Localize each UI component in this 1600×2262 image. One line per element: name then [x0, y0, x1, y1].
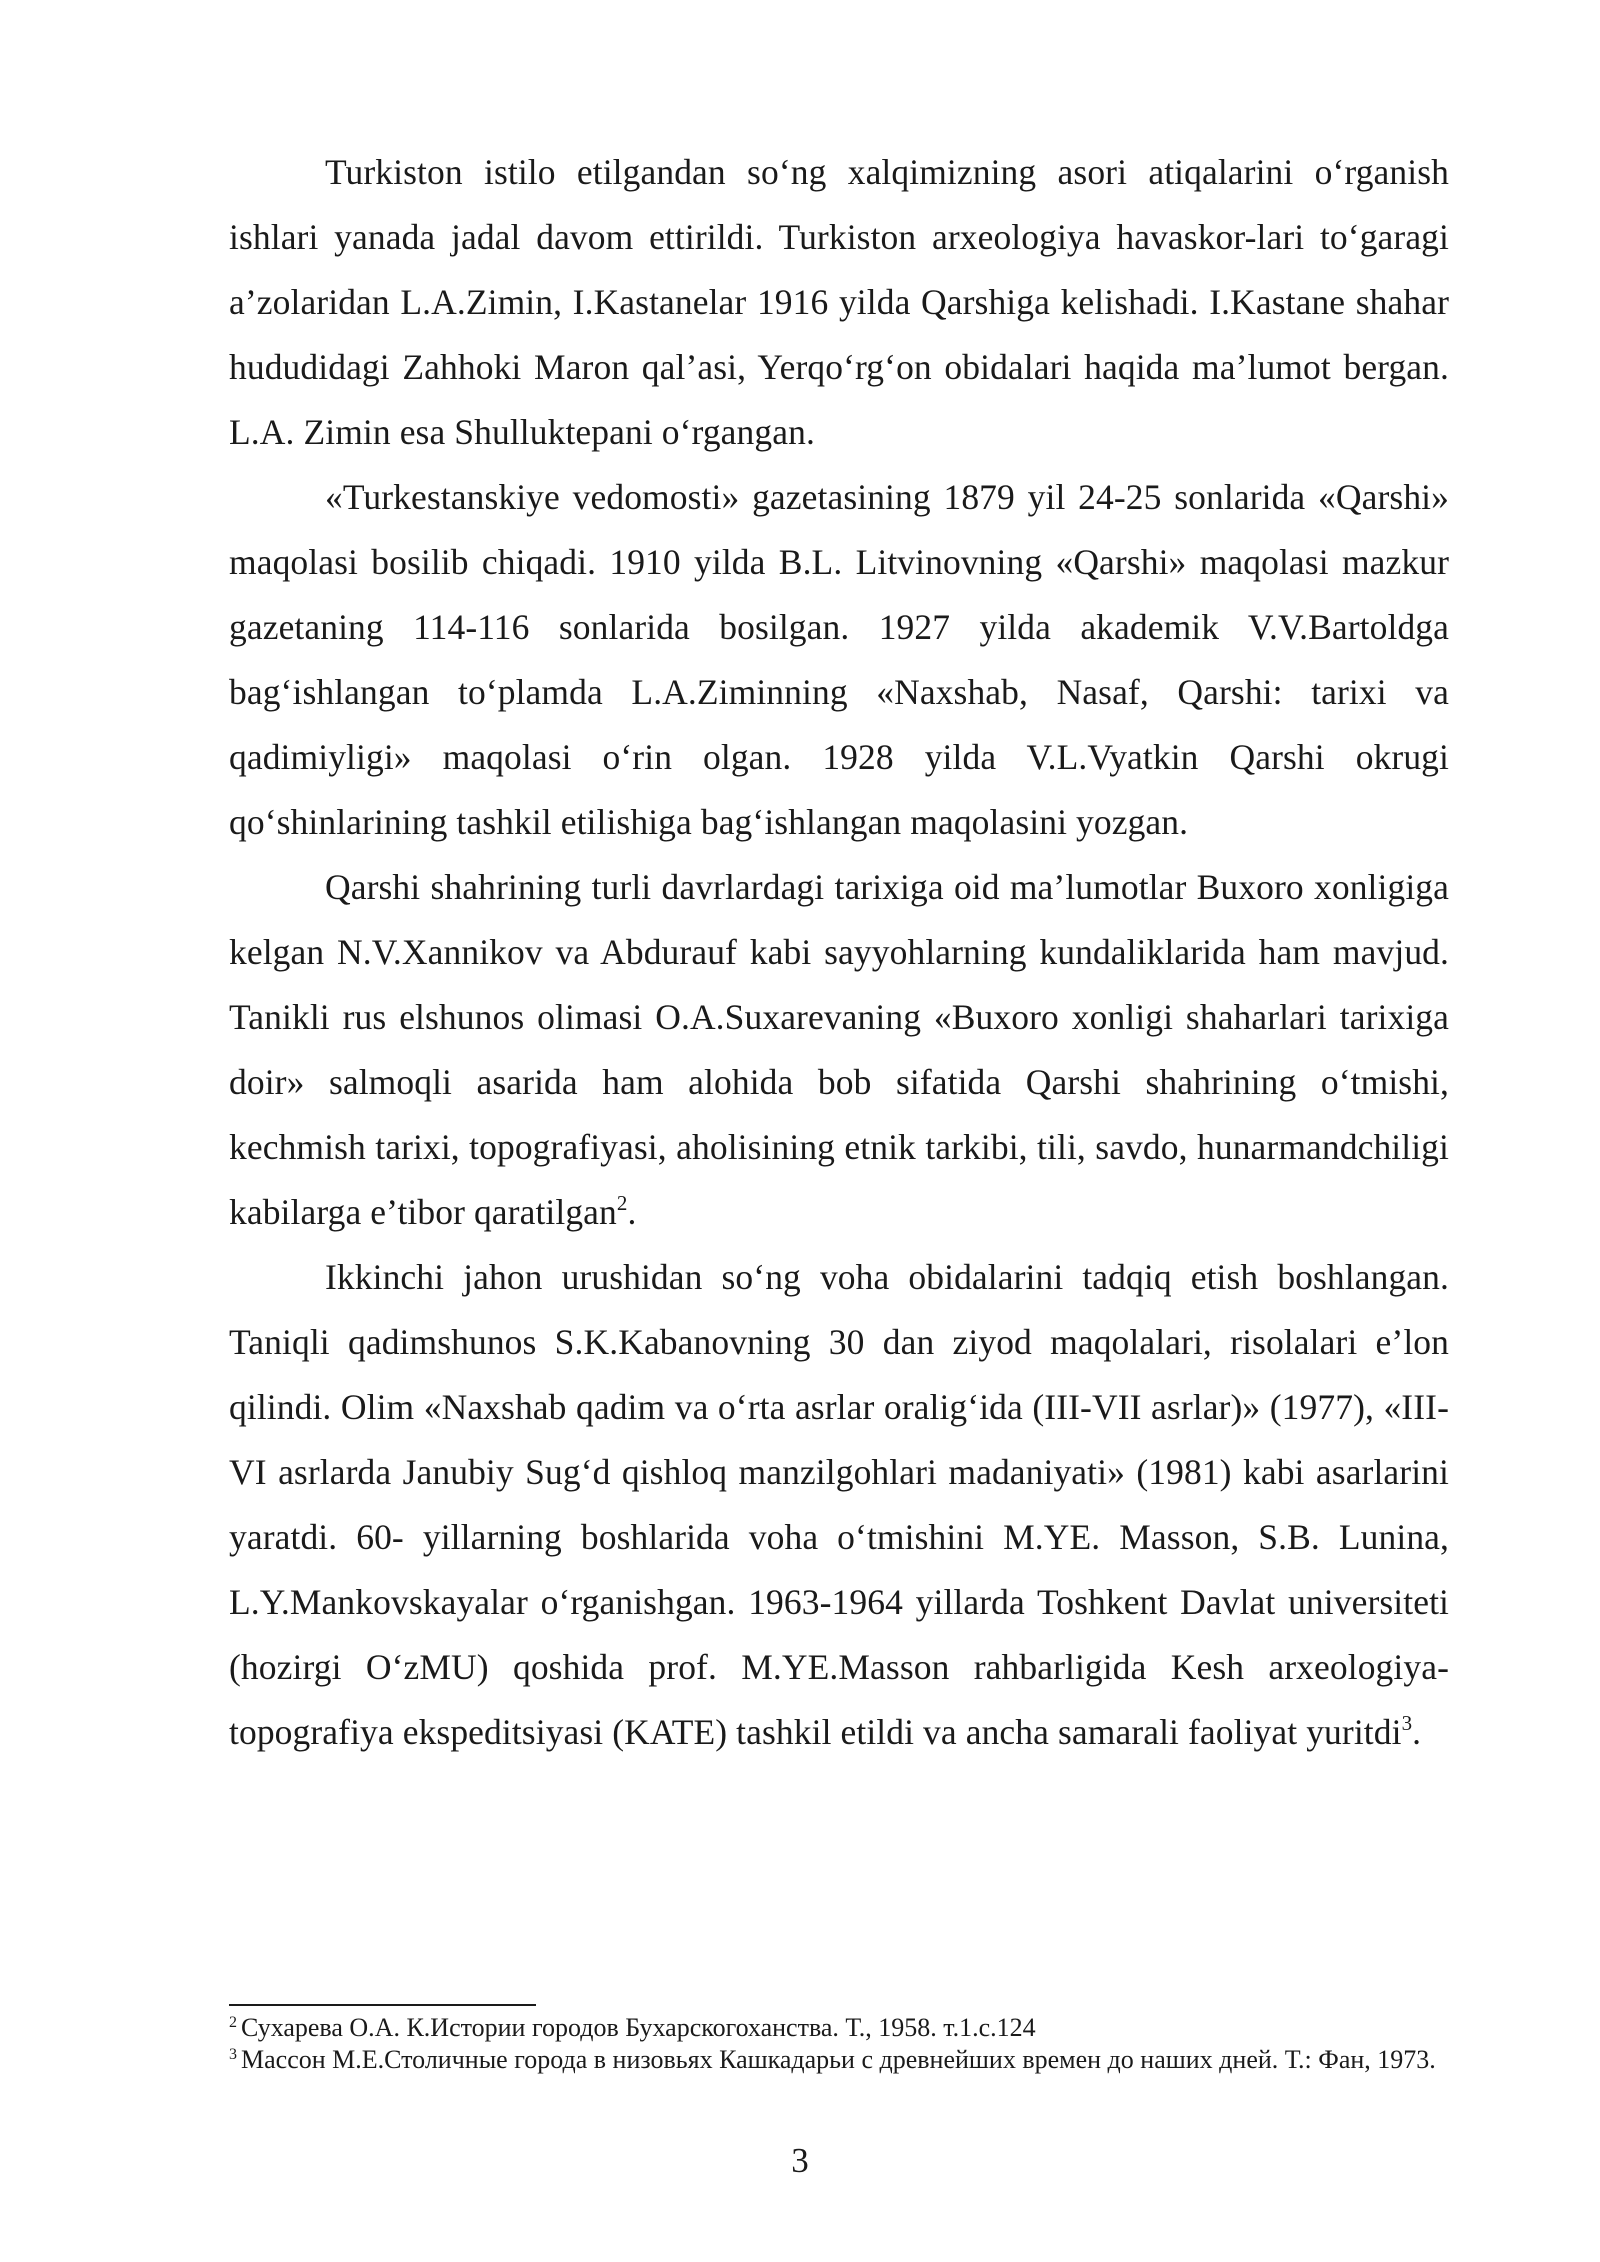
paragraph-text: Turkiston istilo etilgandan so‘ng xalqimizning asori atiqalarini o‘rganish ishlari yanada jadal davom ettirildi. Turkiston arxeologiya havaskor-lari to‘garagi a’zolaridan L.A.Zimin, I.Kastanelar 1916 yilda Qarshiga kelishadi. I.Kastane shahar hududidagi Zahhoki Maron qal’asi, Yerqo‘rg‘on obidalari haqida ma’lumot bergan. L.A. Zimin esa Shulluktepani o‘rgangan. [229, 152, 1449, 452]
paragraph-tail: . [1412, 1712, 1422, 1752]
paragraph-text: Ikkinchi jahon urushidan so‘ng voha obidalarini tadqiq etish boshlangan. Taniqli qadimshunos S.K.Kabanovning 30 dan ziyod maqolalari, risolalari e’lon qilindi. Olim «Naxshab qadim va o‘rta asrlar oralig‘ida (III-VII asrlar)» (1977), «III-VI asrlarda Janubiy Sug‘d qishloq manzilgohlari madaniyati» (1981) kabi asarlarini yaratdi. 60- yillarning boshlarida voha o‘tmishini M.YE. Masson, S.B. Lunina, L.Y.Mankovskayalar o‘rganishgan. 1963-1964 yillarda Toshkent Davlat universiteti (hozirgi O‘zMU) qoshida prof. M.YE.Masson rahbarligida Kesh arxeologiya-topografiya ekspeditsiyasi (KATE) tashkil etildi va ancha samarali faoliyat yuritdi [229, 1257, 1449, 1752]
paragraph [229, 465, 1449, 855]
paragraph [229, 1245, 1449, 1765]
paragraph [229, 140, 1449, 465]
footnote-text: Массон М.Е.Столичные города в низовьях Кашкадарьи с древнейших времен до наших дней. Т.: Фан, 1973. [241, 2045, 1436, 2074]
footnote-text: Сухарева О.А. К.Истории городов Бухарскогоханства. Т., 1958. т.1.с.124 [241, 2013, 1036, 2042]
footnotes [229, 2012, 1459, 2076]
footnote [229, 2044, 1459, 2076]
body-text [229, 140, 1449, 1765]
footnote-separator [229, 2004, 536, 2006]
paragraph [229, 855, 1449, 1245]
footnote-reference[interactable]: 3 [1401, 1711, 1413, 1735]
footnote-reference[interactable]: 2 [616, 1191, 628, 1215]
paragraph-text: «Turkestanskiye vedomosti» gazetasining 1879 yil 24-25 sonlarida «Qarshi» maqolasi bosilib chiqadi. 1910 yilda B.L. Litvinovning «Qarshi» maqolasi mazkur gazetaning 114-116 sonlarida bosilgan. 1927 yilda akademik V.V.Bartoldga bag‘ishlangan to‘plamda L.A.Ziminning «Naxshab, Nasaf, Qarshi: tarixi va qadimiyligi» maqolasi o‘rin olgan. 1928 yilda V.L.Vyatkin Qarshi okrugi qo‘shinlarining tashkil etilishiga bag‘ishlangan maqolasini yozgan. [229, 477, 1449, 842]
footnote-number: 2 [229, 2014, 237, 2031]
page-number: 3 [791, 2141, 809, 2180]
footnote-number: 3 [229, 2046, 237, 2063]
paragraph-text: Qarshi shahrining turli davrlardagi tarixiga oid ma’lumotlar Buxoro xonligiga kelgan N.V.Xannikov va Abdurauf kabi sayyohlarning kundaliklarida ham mavjud. Tanikli rus elshunos olimasi O.A.Suxarevaning «Buxoro xonligi shaharlari tarixiga doir» salmoqli asarida ham alohida bob sifatida Qarshi shahrining o‘tmishi, kechmish tarixi, topografiyasi, aholisining etnik tarkibi, tili, savdo, hunarmandchiligi kabilarga e’tibor qaratilgan [229, 867, 1449, 1232]
paragraph-tail: . [627, 1192, 637, 1232]
footnote [229, 2012, 1459, 2044]
